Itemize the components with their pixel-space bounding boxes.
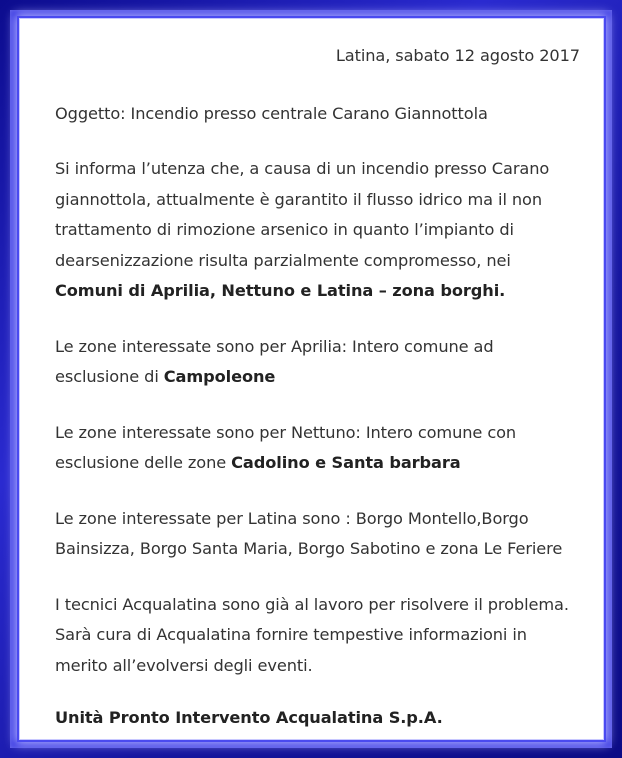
paragraph-latina: Le zone interessate per Latina sono : Borgo Montello,Borgo Bainsizza, Borgo Santa Maria, Borgo Sabotino e zona Le Feriere: [55, 508, 563, 558]
letter-page: [19, 18, 604, 740]
paragraph-nettuno: [55, 418, 580, 479]
paragraph-aprilia-text: Le zone interessate sono per Aprilia: Intero comune ad esclusione di: [55, 336, 494, 386]
nettuno-exclusion: Cadolino e Santa barbara: [231, 453, 461, 472]
letter-signature: Unità Pronto Intervento Acqualatina S.p.A.: [55, 708, 443, 727]
paragraph-notice-text: Si informa l’utenza che, a causa di un incendio presso Carano giannottola, attualmente è garantito il flusso idrico ma il non trattamento di rimozione arsenico in quanto l’impianto di dearsenizzazione risulta parzialmente compromesso, nei: [55, 159, 550, 270]
paragraph-nettuno-text: Le zone interessate sono per Nettuno: Intero comune con esclusione delle zone: [55, 422, 517, 472]
letter-content: [55, 41, 580, 734]
paragraph-technicians: I tecnici Acqualatina sono già al lavoro per risolvere il problema. Sarà cura di Acqualatina fornire tempestive informazioni in merito all’evolversi degli eventi.: [55, 594, 569, 675]
paragraph-notice: [55, 154, 580, 307]
affected-municipalities: Comuni di Aprilia, Nettuno e Latina – zona borghi.: [55, 281, 506, 300]
letter-subject: Oggetto: Incendio presso centrale Carano Giannottola: [55, 103, 488, 123]
paragraph-aprilia: [55, 332, 580, 393]
letter-date: Latina, sabato 12 agosto 2017: [335, 46, 580, 65]
aprilia-exclusion: Campoleone: [163, 367, 276, 386]
